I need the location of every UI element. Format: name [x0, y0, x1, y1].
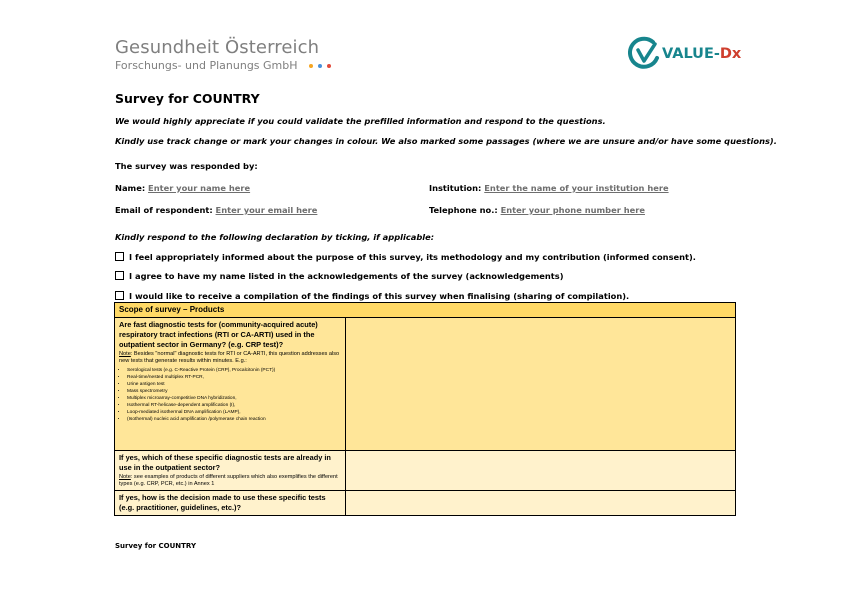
org-subtitle: Forschungs- und Planungs GmbH: [115, 59, 336, 73]
instructions-paragraph: Kindly use track change or mark your changes in colour. We also marked some passages (where we are unsure and/or have some questions).: [115, 136, 777, 146]
email-input[interactable]: Enter your email here: [215, 205, 318, 215]
gesundheit-oesterreich-logo: [115, 38, 336, 73]
institution-label: Institution:: [429, 183, 482, 193]
acknowledgements-checkbox[interactable]: I agree to have my name listed in the acknowledgements of the survey (acknowledgements): [115, 271, 564, 281]
table-header: Scope of survey – Products: [115, 303, 736, 318]
name-label: Name:: [115, 183, 146, 193]
name-input[interactable]: Enter your name here: [148, 183, 251, 193]
logo-dots-icon: [309, 59, 336, 73]
email-label: Email of respondent:: [115, 205, 213, 215]
name-field: [115, 183, 250, 193]
list-item: • (Isothermal) nucleic acid amplification /polymerase chain reaction: [127, 416, 341, 423]
table-row: [115, 318, 736, 451]
brand-name: VALUE-Dx: [662, 46, 742, 62]
informed-consent-checkbox[interactable]: I feel appropriately informed about the purpose of this survey, its methodology and my contribution (informed consent).: [115, 252, 696, 262]
list-item: • Multiplex microarray-competitive DNA hybridization,: [127, 395, 341, 402]
question-cell: [115, 491, 346, 516]
answer-cell[interactable]: [346, 491, 736, 516]
list-item: • Serological tests (e.g. C-Reactive Protein (CRP), Procalcitonin (PCT)): [127, 367, 341, 374]
page-footer: Survey for COUNTRY: [115, 542, 197, 550]
list-item: • Mass spectrometry: [127, 388, 341, 395]
answer-cell[interactable]: [346, 318, 736, 451]
institution-input[interactable]: Enter the name of your institution here: [484, 183, 669, 193]
list-item: • Loop-mediated isothermal DNA amplification (LAMP),: [127, 409, 341, 416]
test-type-list: [119, 367, 341, 423]
question-text: If yes, which of these specific diagnostic tests are already in use in the outpatient sector?: [119, 453, 331, 472]
value-dx-mark-icon: [628, 36, 662, 72]
document-title: Survey for COUNTRY: [115, 91, 260, 106]
table-row: [115, 451, 736, 491]
declaration-prompt: Kindly respond to the following declaration by ticking, if applicable:: [115, 232, 435, 242]
table-header-row: [115, 303, 736, 318]
question-note: Note: Besides "normal" diagnostic tests for RTI or CA-ARTI, this question addresses also new tests that generate results within minutes. E.g.:: [119, 351, 340, 364]
question-cell: [115, 451, 346, 491]
table-row: [115, 491, 736, 516]
phone-label: Telephone no.:: [429, 205, 498, 215]
intro-paragraph: We would highly appreciate if you could validate the prefilled information and respond to the questions.: [115, 116, 606, 126]
responded-by-heading: The survey was responded by:: [115, 161, 258, 171]
email-field: [115, 205, 317, 215]
survey-table: [114, 302, 736, 516]
institution-field: [429, 183, 669, 193]
question-text: Are fast diagnostic tests for (community-acquired acute) respiratory tract infections (RTI or CA-ARTI) used in the outpatient sector in Germany? (e.g. CRP test)?: [119, 320, 318, 349]
checkbox-icon[interactable]: [115, 291, 124, 300]
answer-cell[interactable]: [346, 451, 736, 491]
question-note: Note: see examples of products of different suppliers which also exemplifies the different types (e.g. CRP, PCR, etc.) in Annex 1: [119, 474, 338, 487]
list-item: • Isothermal RT-helicase-dependent amplification (I),: [127, 402, 341, 409]
checkbox-icon[interactable]: [115, 252, 124, 261]
phone-input[interactable]: Enter your phone number here: [500, 205, 645, 215]
checkbox-icon[interactable]: [115, 271, 124, 280]
list-item: • Urine antigen test: [127, 381, 341, 388]
question-cell: [115, 318, 346, 451]
org-name: Gesundheit Österreich: [115, 37, 320, 58]
question-text: If yes, how is the decision made to use these specific tests (e.g. practitioner, guidelines, etc.)?: [119, 493, 326, 512]
value-dx-logo: [628, 36, 748, 72]
sharing-of-compilation-checkbox[interactable]: I would like to receive a compilation of the findings of this survey when finalising (sharing of compilation).: [115, 291, 629, 301]
list-item: • Real-time/nested multiplex RT-PCR,: [127, 374, 341, 381]
phone-field: [429, 205, 645, 215]
